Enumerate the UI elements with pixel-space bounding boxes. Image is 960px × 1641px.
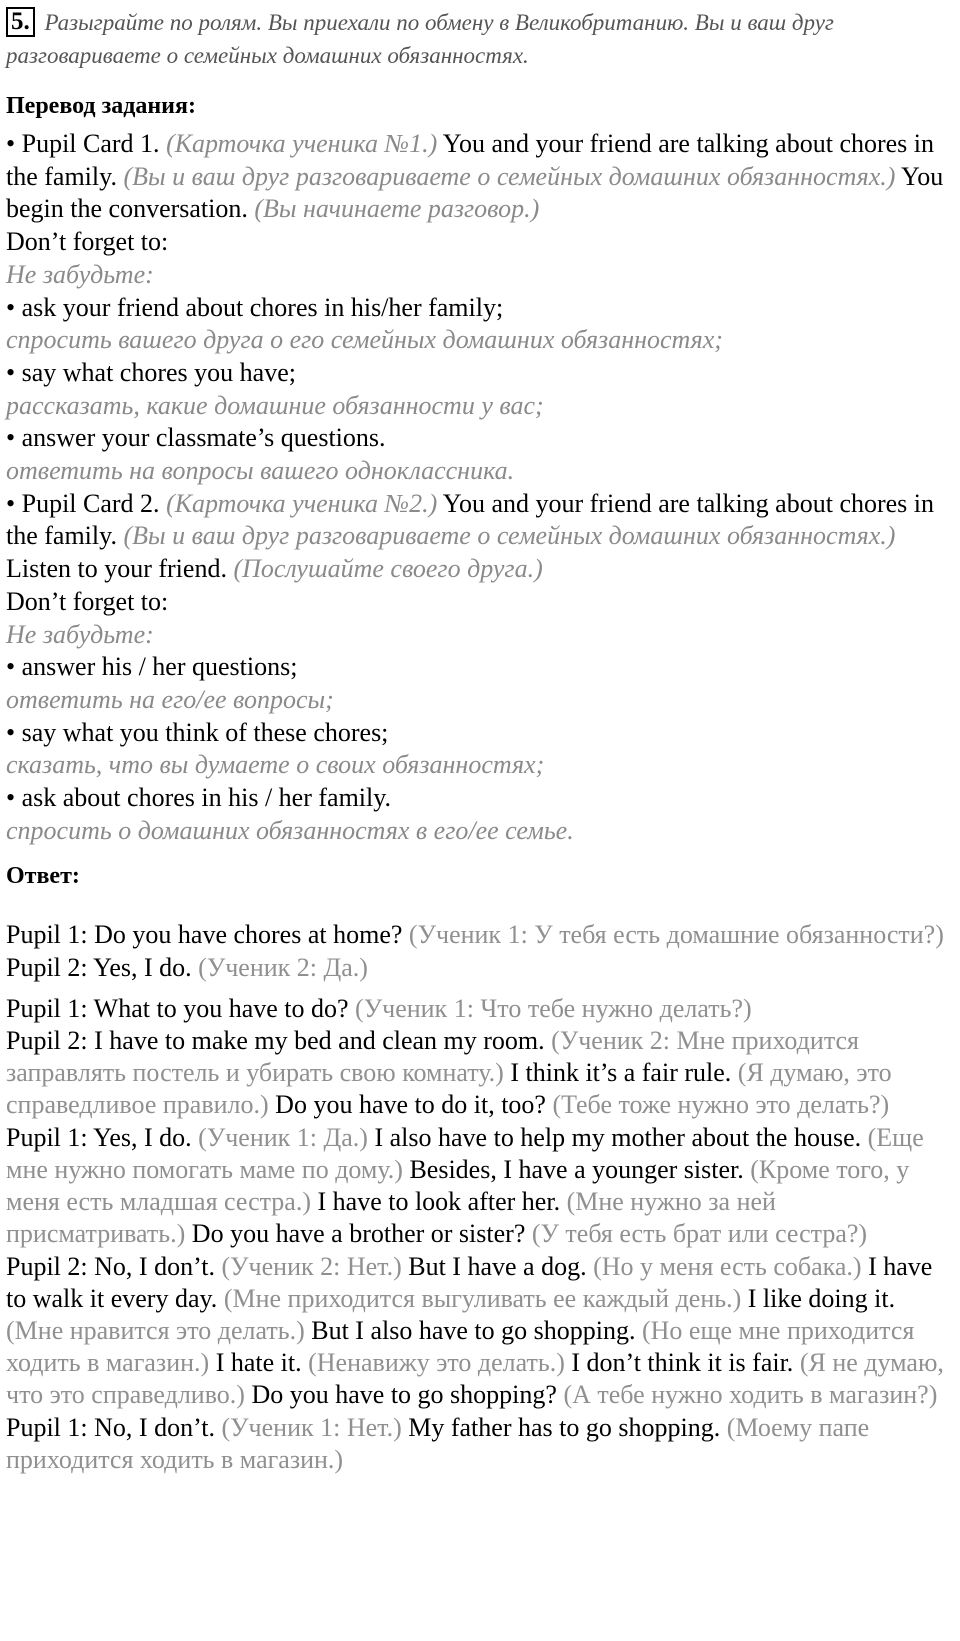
card-1-item: • ask your friend about chores in his/her family;: [6, 292, 504, 322]
card-2-label: • Pupil Card 2.: [6, 488, 160, 518]
dialogue-text: Besides, I have a younger sister.: [409, 1154, 744, 1184]
card-1-intro: [6, 128, 954, 226]
dialogue-translation: (Еще мне нужно помогать маме по дому.): [6, 1122, 924, 1184]
dialogue-translation: (Ученик 2: Да.): [198, 952, 368, 982]
dialogue-translation: (Мне нравится это делать.): [6, 1315, 305, 1345]
card-2-item: • ask about chores in his / her family.: [6, 783, 392, 813]
card-2-listen: Listen to your friend.: [6, 554, 227, 584]
dialogue-translation: (Ученик 1: Что тебе нужно делать?): [355, 993, 752, 1023]
task-header: [6, 6, 954, 72]
dialogue-text: I hate it.: [215, 1348, 302, 1378]
dialogue-text: My father has to go shopping.: [408, 1412, 721, 1442]
dialogue-text: Pupil 1: Do you have chores at home?: [6, 920, 403, 950]
card-1-item: • answer your classmate’s questions.: [6, 423, 386, 453]
dialogue-text: Pupil 1: Yes, I do.: [6, 1122, 192, 1152]
dialogue-translation: (У тебя есть брат или сестра?): [531, 1219, 868, 1249]
dialogue-translation: (Я думаю, это справедливое правило.): [6, 1058, 892, 1120]
dialogue-translation: (Но у меня есть собака.): [593, 1251, 862, 1281]
dialogue-translation: (Ученик 1: Да.): [198, 1122, 368, 1152]
dialogue-translation: (А тебе нужно ходить в магазин?): [563, 1380, 938, 1410]
card-2-dont-forget-translation: Не забудьте:: [6, 619, 154, 649]
card-1-item-translation: ответить на вопросы вашего одноклассника.: [6, 456, 515, 486]
dialogue-translation: (Кроме того, у меня есть младшая сестра.): [6, 1154, 910, 1217]
dialogue-text: Pupil 2: I have to make my bed and clean my room.: [6, 1026, 545, 1056]
dialogue-text: I think it’s a fair rule.: [510, 1058, 732, 1088]
card-1-item-translation: рассказать, какие домашние обязанности у вас;: [6, 390, 544, 420]
card-1-item: • say what chores you have;: [6, 357, 296, 387]
card-2-dont-forget: Don’t forget to:: [6, 586, 169, 616]
dialogue-text: Do you have to go shopping?: [251, 1380, 557, 1410]
dialogue-translation: (Ученик 1: У тебя есть домашние обязанности?): [408, 920, 944, 950]
card-1-dont-forget: Don’t forget to:: [6, 227, 169, 257]
card-1-text: You and your friend are talking about chores in the family.: [6, 129, 935, 191]
dialogue-line: [6, 919, 954, 951]
card-1-dont-forget-translation: Не забудьте:: [6, 259, 154, 289]
card-2-text-translation: (Вы и ваш друг разговариваете о семейных домашних обязанностях.): [123, 521, 896, 551]
dialogue-text: I also have to help my mother about the house.: [374, 1122, 862, 1152]
card-1-item-translation: спросить вашего друга о его семейных домашних обязанностях;: [6, 325, 723, 355]
task-number: 5.: [6, 7, 35, 37]
card-2-item-translation: ответить на его/ее вопросы;: [6, 684, 334, 714]
dialogue-translation: (Мне нужно за ней присматривать.): [6, 1187, 776, 1249]
dialogue-text: I like doing it.: [747, 1283, 896, 1313]
dialogue-translation: (Ненавижу это делать.): [308, 1348, 565, 1378]
dialogue: [6, 919, 954, 1475]
dialogue-translation: (Моему папе приходится ходить в магазин.): [6, 1412, 870, 1474]
dialogue-translation: (Но еще мне приходится ходить в магазин.): [6, 1315, 915, 1378]
dialogue-text: I don’t think it is fair.: [571, 1348, 794, 1378]
page: [6, 6, 954, 1476]
card-2-text: You and your friend are talking about chores in the family.: [6, 488, 935, 551]
dialogue-text: I have to look after her.: [317, 1187, 561, 1217]
dialogue-line: [6, 993, 954, 1025]
pupil-card-2: [6, 488, 954, 848]
dialogue-line: [6, 1412, 954, 1476]
card-2-item: • say what you think of these chores;: [6, 717, 389, 747]
card-2-intro: [6, 488, 954, 586]
card-2-item-translation: спросить о домашних обязанностях в его/ее семье.: [6, 815, 574, 845]
dialogue-line: [6, 1251, 954, 1412]
answer-heading: Ответ:: [6, 863, 80, 890]
dialogue-translation: (Тебе тоже нужно это делать?): [552, 1090, 890, 1120]
dialogue-text: Do you have a brother or sister?: [191, 1219, 526, 1249]
dialogue-text: Pupil 2: Yes, I do.: [6, 952, 192, 982]
pupil-card-1: [6, 128, 954, 488]
dialogue-line: [6, 1122, 954, 1251]
dialogue-text: But I also have to go shopping.: [311, 1315, 636, 1345]
card-2-item-translation: сказать, что вы думаете о своих обязанностях;: [6, 750, 545, 780]
dialogue-text: Pupil 1: What to you have to do?: [6, 993, 349, 1023]
dialogue-text: Pupil 2: No, I don’t.: [6, 1251, 215, 1281]
card-1-text-translation: (Вы и ваш друг разговариваете о семейных домашних обязанностях.): [123, 161, 896, 191]
card-1-begin-translation: (Вы начинаете разговор.): [254, 194, 540, 224]
dialogue-translation: (Я не думаю, что это справедливо.): [6, 1348, 944, 1410]
dialogue-line: [6, 1025, 954, 1122]
dialogue-text: Do you have to do it, too?: [275, 1090, 546, 1120]
card-2-label-translation: (Карточка ученика №2.): [166, 488, 438, 518]
dialogue-line: [6, 952, 954, 984]
dialogue-translation: (Ученик 2: Мне приходится заправлять постель и убирать свою комнату.): [6, 1026, 860, 1088]
dialogue-translation: (Ученик 2: Нет.): [221, 1251, 402, 1281]
card-1-label: • Pupil Card 1.: [6, 129, 160, 158]
task-instruction: Разыграйте по ролям. Вы приехали по обмену в Великобританию. Вы и ваш друг разговариваете о семейных домашних обязанностях.: [6, 10, 834, 68]
card-1-label-translation: (Карточка ученика №1.): [166, 129, 438, 158]
card-2-item: • answer his / her questions;: [6, 652, 298, 682]
dialogue-translation: (Мне приходится выгуливать ее каждый день.): [223, 1283, 742, 1313]
translation-heading: Перевод задания:: [6, 93, 196, 119]
card-2-listen-translation: (Послушайте своего друга.): [233, 554, 543, 584]
dialogue-text: Pupil 1: No, I don’t.: [6, 1412, 215, 1442]
dialogue-text: But I have a dog.: [408, 1251, 587, 1281]
dialogue-translation: (Ученик 1: Нет.): [221, 1412, 402, 1442]
dialogue-text: I have to walk it every day.: [6, 1251, 933, 1313]
card-1-begin: You begin the conversation.: [6, 161, 944, 224]
